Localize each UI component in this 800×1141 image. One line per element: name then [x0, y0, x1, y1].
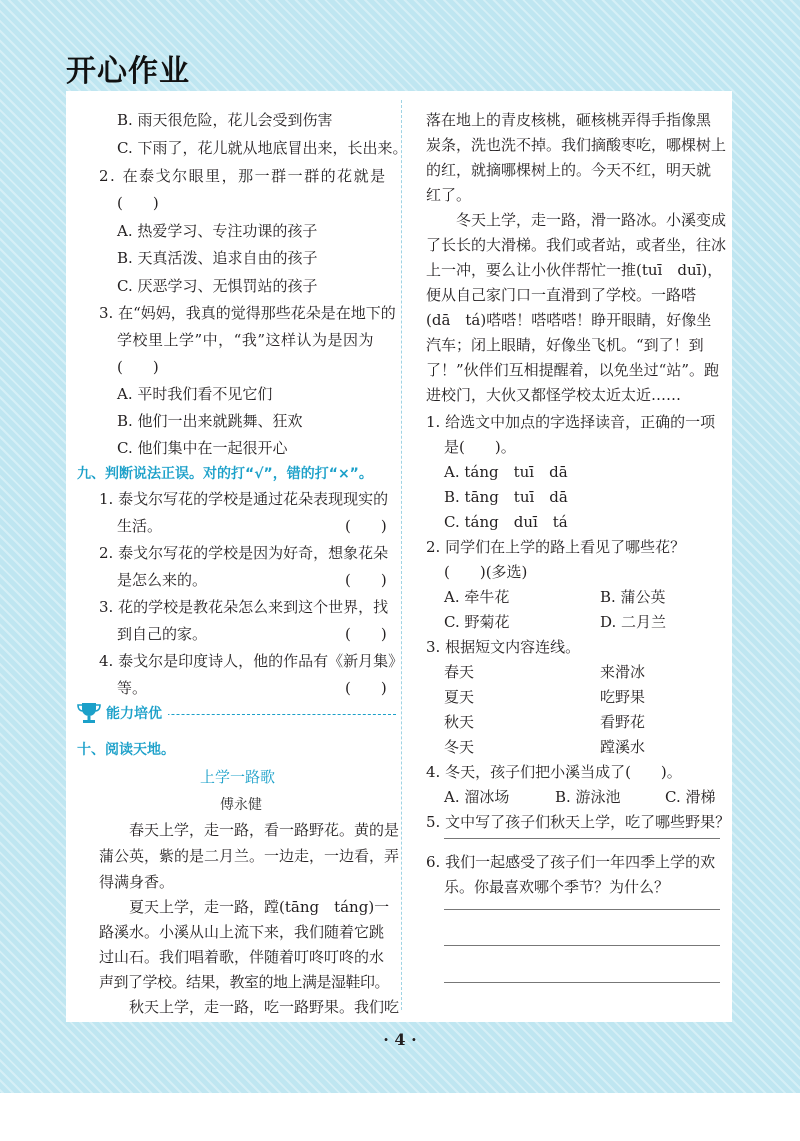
rq2-option-d: D. 二月兰 [600, 613, 667, 631]
story-line: 进校门，大伙又都怪学校太近太近…… [426, 386, 682, 404]
q8-2-option-c: C. 厌恶学习、无惧罚站的孩子 [117, 277, 318, 295]
story-author: 傅永健 [220, 797, 262, 813]
rq2-option-b: B. 蒲公英 [600, 588, 666, 606]
match-season: 春天 [444, 663, 475, 681]
q8-3-option-c: C. 他们集中在一起很开心 [117, 439, 288, 457]
q8-1-option-c: C. 下雨了，花儿就从地底冒出来，长出来。 [117, 139, 408, 157]
rq1-stem-line2: 是( )。 [444, 438, 516, 456]
rq6-stem-line1: 6. 我们一起感受了孩子们一年四季上学的欢 [426, 853, 716, 871]
story-line: 了！”伙伴们互相提醒着，以免坐过“站”。跑 [426, 361, 720, 379]
story-line: 路溪水。小溪从山上流下来，我们随着它跳 [99, 923, 385, 941]
ability-banner [76, 700, 396, 726]
judge-4-line1: 4. 泰戈尔是印度诗人，他的作品有《新月集》 [99, 652, 404, 670]
rq1-stem-line1: 1. 给选文中加点的字选择读音，正确的一项 [426, 413, 716, 431]
rq5-stem: 5. 文中写了孩子们秋天上学，吃了哪些野果？ [426, 813, 731, 831]
judge-1-line2: 生活。 [117, 517, 163, 535]
story-line: 春天上学，走一路，看一路野花。黄的是 [99, 821, 400, 839]
q8-2-stem: 2. 在泰戈尔眼里，那一群一群的花就是 [99, 167, 387, 185]
rq2-option-a: A. 牵牛花 [444, 588, 510, 606]
match-season: 夏天 [444, 688, 475, 706]
story-title: 上学一路歌 [200, 768, 276, 786]
rq2-stem-line1: 2. 同学们在上学的路上看见了哪些花？ [426, 538, 686, 556]
q8-3-option-b: B. 他们一出来就跳舞、狂欢 [117, 412, 303, 430]
story-line: 上一冲，要么让小伙伴帮忙一推(tuī duī)， [426, 261, 723, 279]
column-divider [401, 100, 402, 1010]
q8-2-paren: ( ) [117, 194, 159, 212]
trophy-icon [76, 700, 102, 726]
story-line: 炭条，洗也洗不掉。我们摘酸枣吃，哪棵树上 [426, 136, 727, 154]
match-activity: 来滑冰 [600, 663, 646, 681]
story-line: 秋天上学，走一路，吃一路野果。我们吃 [99, 998, 400, 1016]
rq2-stem-line2: ( )(多选) [444, 563, 528, 581]
rq4-option-b: B. 游泳池 [555, 788, 621, 806]
match-activity: 吃野果 [600, 688, 646, 706]
story-line: 蒲公英，紫的是二月兰。一边走，一边看，弄 [99, 847, 400, 865]
story-line: 便从自己家门口一直滑到了学校。一路嗒 [426, 286, 697, 304]
match-season: 冬天 [444, 738, 475, 756]
section-10-title: 十、阅读天地。 [77, 742, 175, 758]
ability-label: 能力培优 [106, 703, 168, 723]
answer-line[interactable] [444, 909, 720, 910]
story-line: 夏天上学，走一路，蹚(tāng táng)一 [99, 898, 390, 916]
judge-2-line2: 是怎么来的。 [117, 571, 208, 589]
rq4-option-c: C. 滑梯 [665, 788, 716, 806]
q8-1-option-b: B. 雨天很危险，花儿会受到伤害 [117, 111, 333, 129]
answer-line[interactable] [444, 982, 720, 983]
judge-4-paren: ( ) [345, 679, 387, 697]
story-line: 得满身香。 [99, 873, 175, 891]
rq4-stem: 4. 冬天，孩子们把小溪当成了( )。 [426, 763, 682, 781]
story-line: (dā tá)嗒嗒！嗒嗒嗒！睁开眼睛，好像坐 [426, 311, 712, 329]
judge-1-paren: ( ) [345, 517, 387, 535]
match-activity: 蹚溪水 [600, 738, 646, 756]
judge-3-line1: 3. 花的学校是教花朵怎么来到这个世界，找 [99, 598, 389, 616]
rq2-option-c: C. 野菊花 [444, 613, 510, 631]
story-line: 汽车；闭上眼睛，好像坐飞机。“到了！到 [426, 336, 704, 354]
judge-2-paren: ( ) [345, 571, 387, 589]
section-9-title: 九、判断说法正误。对的打“√”，错的打“×”。 [77, 466, 373, 482]
judge-4-line2: 等。 [117, 679, 148, 697]
bottom-band [0, 1093, 800, 1141]
rq1-option-b: B. tāng tuī dā [444, 488, 568, 506]
judge-3-paren: ( ) [345, 625, 387, 643]
story-line: 的红，就摘哪棵树上的。今天不红，明天就 [426, 161, 712, 179]
q8-3-stem-line1: 3. 在“妈妈，我真的觉得那些花朵是在地下的 [99, 304, 396, 322]
match-season: 秋天 [444, 713, 475, 731]
story-line: 红了。 [426, 186, 472, 204]
story-line: 声到了学校。结果，教室的地上满是湿鞋印。 [99, 973, 390, 991]
rq4-option-a: A. 溜冰场 [444, 788, 510, 806]
answer-line[interactable] [444, 838, 720, 839]
q8-3-option-a: A. 平时我们看不见它们 [117, 385, 273, 403]
q8-3-paren: ( ) [117, 358, 159, 376]
q8-2-option-a: A. 热爱学习、专注功课的孩子 [117, 222, 318, 240]
judge-3-line2: 到自己的家。 [117, 625, 208, 643]
q8-3-stem-line2: 学校里上学”中，“我”这样认为是因为 [117, 331, 375, 349]
page-number: · 4 · [383, 1030, 417, 1049]
story-line: 过山石。我们唱着歌，伴随着叮咚叮咚的水 [99, 948, 385, 966]
story-line: 冬天上学，走一路，滑一路冰。小溪变成 [426, 211, 727, 229]
rq6-stem-line2: 乐。你最喜欢哪个季节？为什么？ [444, 878, 670, 896]
judge-2-line1: 2. 泰戈尔写花的学校是因为好奇，想象花朵 [99, 544, 389, 562]
header-title: 开心作业 [66, 54, 190, 89]
match-activity: 看野花 [600, 713, 646, 731]
rq3-stem: 3. 根据短文内容连线。 [426, 638, 581, 656]
rq1-option-a: A. táng tuī dā [444, 463, 568, 481]
judge-1-line1: 1. 泰戈尔写花的学校是通过花朵表现现实的 [99, 490, 389, 508]
story-line: 了长长的大滑梯。我们或者站，或者坐，往冰 [426, 236, 727, 254]
answer-line[interactable] [444, 945, 720, 946]
q8-2-option-b: B. 天真活泼、追求自由的孩子 [117, 249, 318, 267]
story-line: 落在地上的青皮核桃，砸核桃弄得手指像黑 [426, 111, 712, 129]
rq1-option-c: C. táng duī tá [444, 513, 568, 531]
